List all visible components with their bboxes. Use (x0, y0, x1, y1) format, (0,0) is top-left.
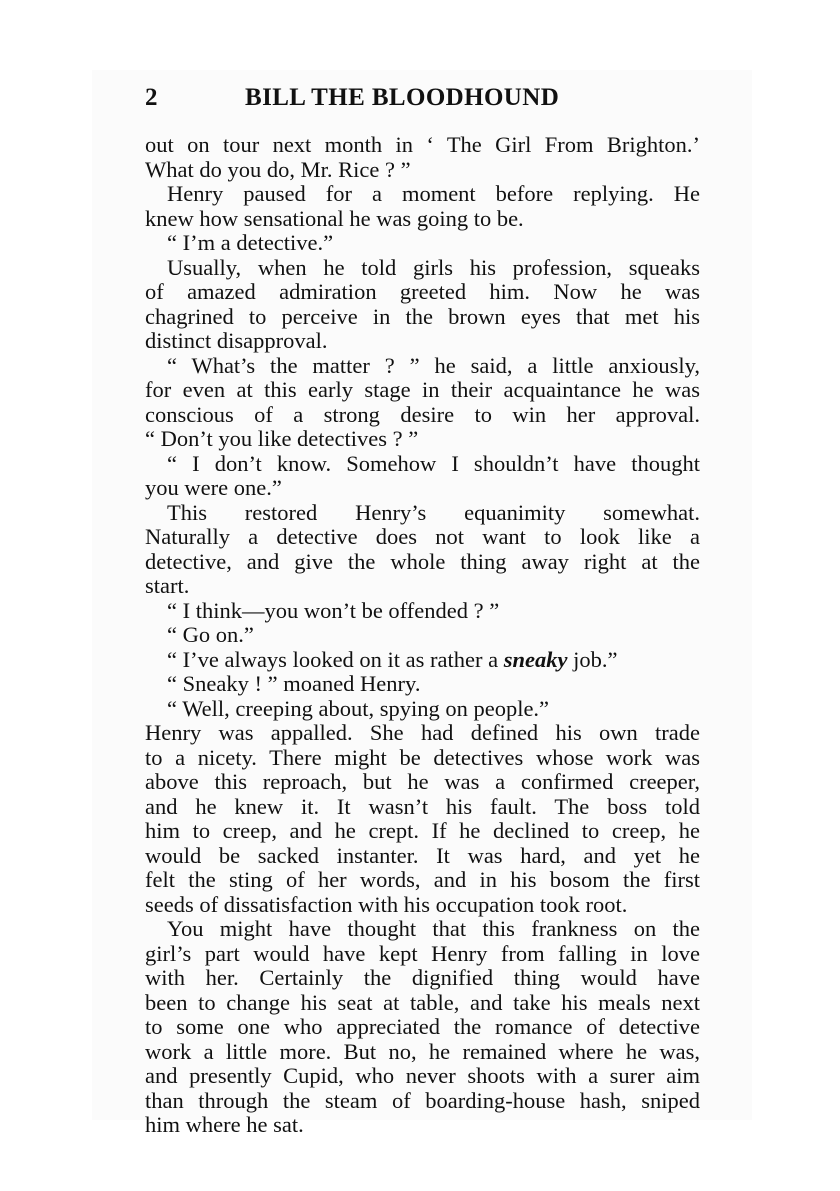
text-line: out on tour next month in ‘ The Girl From Brighton.’ (145, 132, 700, 157)
text-line: Usually, when he told girls his profession, squeaks (167, 254, 700, 280)
text-run: job.” (567, 646, 618, 672)
text-line: “ Sneaky ! ” moaned Henry. (167, 671, 421, 696)
text-line: “ I don’t know. Somehow I shouldn’t have thought (167, 450, 700, 476)
text-line: “ Well, creeping about, spying on people.” (167, 695, 550, 721)
running-head (145, 84, 700, 118)
text-line: “ I’m a detective.” (167, 230, 334, 255)
text-line: than through the steam of boarding-house hash, sniped (145, 1087, 700, 1113)
text-line: and he knew it. It wasn’t his fault. The boss told (145, 793, 700, 819)
text-run: “ I’ve always looked on it as rather a (167, 646, 504, 672)
text-line: start. (145, 573, 190, 598)
text-line: “ Don’t you like detectives ? ” (145, 426, 419, 451)
text-line: distinct disapproval. (145, 328, 328, 353)
text-line: him to creep, and he crept. If he declined to creep, he (145, 818, 700, 843)
text-line: knew how sensational he was going to be. (145, 205, 524, 231)
text-line: for even at this early stage in their acquaintance he was (145, 377, 700, 402)
text-line: and presently Cupid, who never shoots with a surer aim (145, 1063, 700, 1088)
text-line: Henry paused for a moment before replying. He (167, 181, 700, 206)
text-line: above this reproach, but he was a confirmed creeper, (145, 769, 700, 794)
text-line: detective, and give the whole thing away right at the (145, 548, 700, 574)
text-line: “ Go on.” (167, 622, 254, 647)
text-line: of amazed admiration greeted him. Now he was (145, 279, 700, 304)
text-line: chagrined to perceive in the brown eyes that met his (145, 303, 700, 329)
text-line: felt the sting of her words, and in his bosom the first (145, 867, 700, 892)
text-line (145, 648, 700, 673)
text-line: you were one.” (145, 475, 282, 500)
text-line: him where he sat. (145, 1112, 304, 1137)
text-line: Naturally a detective does not want to look like a (145, 524, 700, 549)
text-line: to a nicety. There might be detectives whose work was (145, 744, 700, 770)
emphasis: sneaky (503, 646, 568, 672)
page-number: 2 (145, 84, 158, 111)
text-line: to some one who appreciated the romance of detective (145, 1014, 700, 1039)
text-line: with her. Certainly the dignified thing would have (145, 965, 700, 990)
text-line: This restored Henry’s equanimity somewhat. (167, 499, 700, 525)
text-line: would be sacked instanter. It was hard, and yet he (145, 842, 700, 868)
text-line: “ What’s the matter ? ” he said, a little anxiously, (167, 352, 700, 378)
text-line: seeds of dissatisfaction with his occupation took root. (145, 891, 628, 917)
book-title: BILL THE BLOODHOUND (245, 84, 560, 111)
text-line: been to change his seat at table, and take his meals next (145, 989, 700, 1015)
text-line: What do you do, Mr. Rice ? ” (145, 156, 411, 182)
text-line: You might have thought that this frankness on the (167, 916, 700, 941)
body-text (145, 133, 700, 1138)
text-line: conscious of a strong desire to win her approval. (145, 401, 700, 427)
text-line: work a little more. But no, he remained where he was, (145, 1038, 700, 1064)
text-line: girl’s part would have kept Henry from falling in love (145, 940, 700, 966)
text-line: Henry was appalled. She had defined his own trade (145, 720, 700, 745)
text-line: “ I think—you won’t be offended ? ” (167, 597, 500, 623)
